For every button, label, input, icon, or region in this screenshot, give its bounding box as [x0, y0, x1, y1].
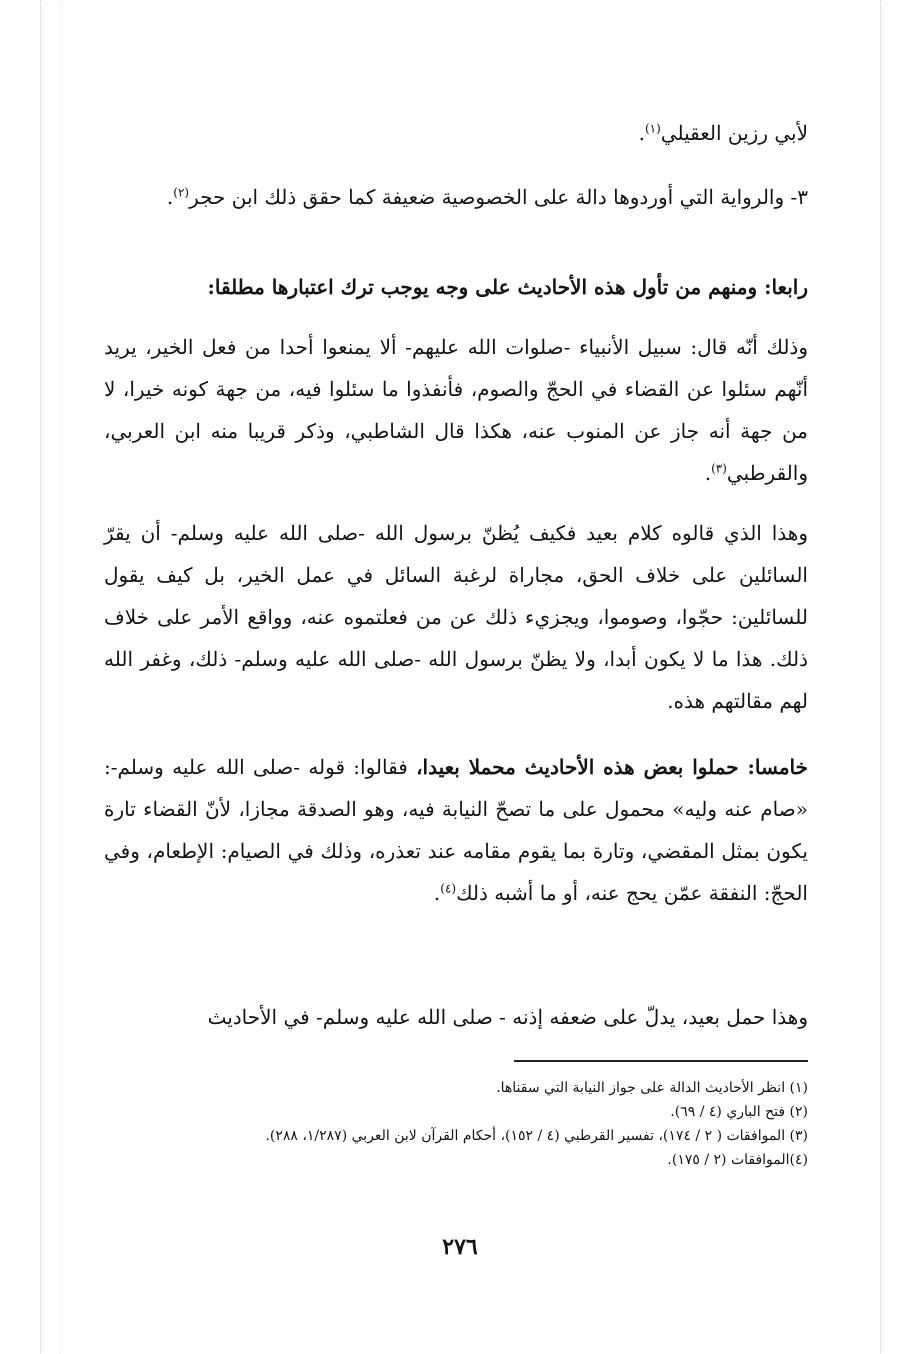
- paragraph-tail: .: [433, 881, 441, 905]
- paragraph-4: [104, 326, 808, 494]
- paragraph-text: وهذا الذي قالوه كلام بعيد فكيف يُظنّ برسول الله -صلى الله عليه وسلم- أن يقرّ السائلين على خلاف الحق، مجاراة لرغبة السائل في عمل الخير، بل كيف يقول للسائلين: حجّوا، وصوموا، ويجزيء ذلك عن من فعلتموه عنه، وواقع الأمر على خلاف ذلك. هذا ما لا يكون أبدا، ولا يظنّ برسول الله -صلى الله عليه وسلم- ذلك، وغفر الله لهم مقالتهم هذه.: [104, 521, 808, 713]
- paragraph-7: [104, 996, 808, 1038]
- paragraph-tail: .: [704, 461, 712, 485]
- paragraph-5: [104, 512, 808, 722]
- footnote-2: (٢) فتح الباري (٤ / ٦٩).: [670, 1104, 808, 1120]
- footnotes: [120, 1076, 808, 1172]
- footnote-ref[interactable]: (٢): [173, 185, 190, 200]
- page-number: ٢٧٦: [442, 1234, 478, 1260]
- footnote-ref[interactable]: (٣): [711, 461, 727, 476]
- paragraph-2: [104, 176, 808, 218]
- footnote-1: (١) انظر الأحاديث الدالة على جواز النيابة التي سقناها.: [496, 1080, 808, 1096]
- paragraph-tail: .: [638, 121, 645, 145]
- footnote-separator: [514, 1060, 808, 1062]
- footnote-3: (٣) الموافقات ( ٢ / ١٧٤)، تفسير القرطبي (٤ / ١٥٢)، أحكام القرآن لابن العربي (١/٢٨٧، ٢٨٨).: [265, 1128, 808, 1144]
- margin-guide-left: [40, 0, 41, 1354]
- paragraph-text: لأبي رزين العقيلي: [660, 121, 808, 145]
- paragraph-text: ٣- والرواية التي أوردوها دالة على الخصوصية ضعيفة كما حقق ذلك ابن حجر: [189, 185, 808, 209]
- paragraph-text: فقالوا: قوله -صلى الله عليه وسلم-: «صام عنه وليه» محمول على ما تصحّ النيابة فيه، وهو الصدقة مجازا، لأنّ القضاء تارة يكون بمثل المقضي، وتارة بما يقوم مقامه عند تعذره، وذلك في الصيام: الإطعام، وفي الحجّ: النفقة عمّن يحج عنه، أو ما أشبه ذلك: [104, 755, 808, 905]
- paragraph-text: وذلك أنّه قال: سبيل الأنبياء -صلوات الله عليهم- ألا يمنعوا أحدا من فعل الخير، يريد أنّهم سئلوا عن القضاء في الحجّ والصوم، فأنفذوا ما سئلوا فيه، من جهة كونه خيرا، لا من جهة أنه جاز عن المنوب عنه، هكذا قال الشاطبي، وذكر قريبا منه ابن العربي، والقرطبي: [104, 335, 809, 485]
- footnote-ref[interactable]: (١): [644, 121, 661, 136]
- heading-text: رابعا: ومنهم من تأول هذه الأحاديث على وجه يوجب ترك اعتبارها مطلقا:: [207, 275, 808, 299]
- footnote-4: (٤)الموافقات (٢ / ١٧٥).: [667, 1152, 808, 1168]
- paragraph-6: [104, 746, 808, 914]
- section-heading-rabian: [104, 266, 808, 308]
- paragraph-tail: .: [166, 185, 174, 209]
- paragraph-text: وهذا حمل بعيد، يدلّ على ضعفه إذنه - صلى الله عليه وسلم- في الأحاديث: [207, 1005, 808, 1029]
- paragraph-1: [104, 112, 808, 154]
- section-heading-khamisan: خامسا: حملوا بعض هذه الأحاديث محملا بعيدا،: [416, 755, 808, 779]
- footnote-ref[interactable]: (٤): [440, 881, 457, 896]
- margin-guide-inner: [60, 0, 61, 1354]
- margin-guide-right: [880, 0, 881, 1354]
